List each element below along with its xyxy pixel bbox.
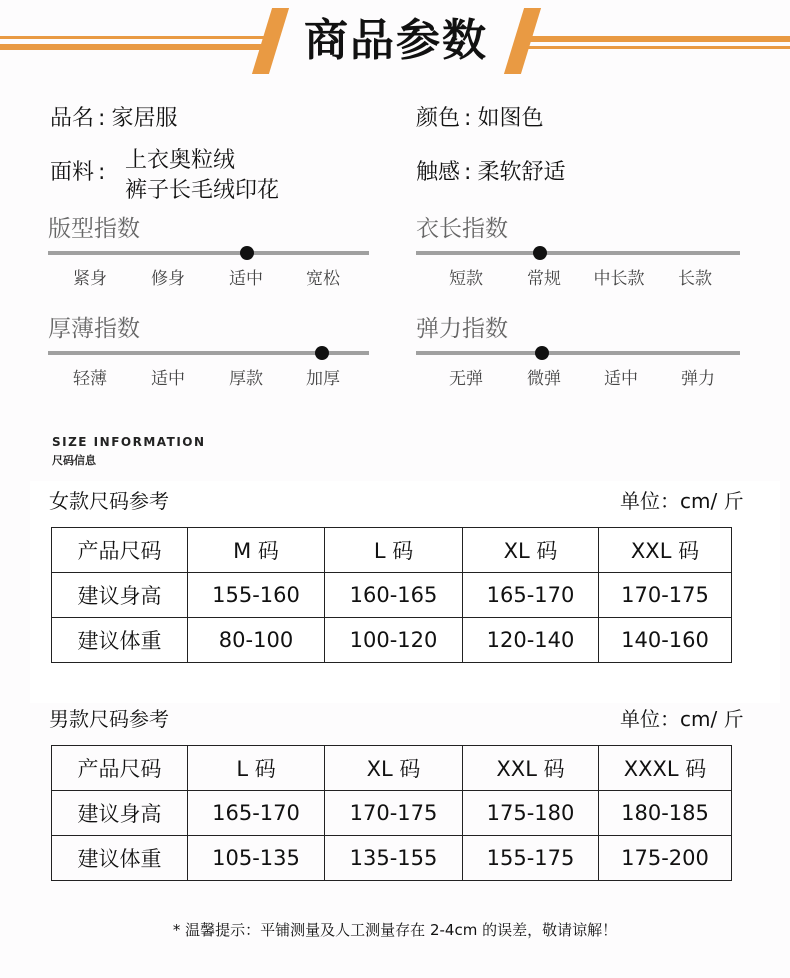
thickness-index-marker — [315, 346, 329, 360]
size-info-title-zh: 尺码信息 — [52, 454, 96, 467]
table-cell: 140-160 — [599, 618, 732, 663]
table-cell: 建议身高 — [52, 573, 188, 618]
thickness-option: 厚款 — [229, 369, 263, 389]
thickness-option: 轻薄 — [73, 369, 107, 389]
header-line-right-top — [527, 36, 790, 42]
elasticity-index-track — [416, 351, 740, 355]
fit-option: 修身 — [151, 269, 185, 289]
table-cell: XL 码 — [325, 746, 463, 791]
men-table-unit: 单位：cm/ 斤 — [620, 707, 744, 731]
elasticity-option: 弹力 — [681, 369, 715, 389]
elasticity-option: 适中 — [604, 369, 638, 389]
women-size-table — [51, 527, 732, 663]
header-line-right-bottom — [527, 46, 790, 49]
elasticity-index-title: 弹力指数 — [416, 316, 508, 342]
info-feel — [416, 158, 565, 188]
table-header-row — [52, 528, 732, 573]
length-index-title: 衣长指数 — [416, 216, 508, 242]
table-row — [52, 618, 732, 663]
table-cell: 180-185 — [599, 791, 732, 836]
length-index-track — [416, 251, 740, 255]
colon: : — [98, 106, 106, 131]
table-cell: XXL 码 — [463, 746, 599, 791]
info-feel-label: 触感 — [416, 160, 461, 185]
info-name-value: 家居服 — [111, 106, 178, 131]
table-cell: 170-175 — [599, 573, 732, 618]
fit-index-title: 版型指数 — [48, 216, 140, 242]
table-cell: 160-165 — [325, 573, 463, 618]
table-cell: 175-180 — [463, 791, 599, 836]
info-fabric-label: 面料 — [50, 160, 95, 185]
men-size-table — [51, 745, 732, 881]
colon: : — [464, 106, 472, 131]
table-header-row — [52, 746, 732, 791]
table-cell: 100-120 — [325, 618, 463, 663]
length-option: 短款 — [449, 269, 483, 289]
fit-option: 宽松 — [306, 269, 340, 289]
elasticity-index-marker — [535, 346, 549, 360]
elasticity-option: 微弹 — [527, 369, 561, 389]
table-cell: XXXL 码 — [599, 746, 732, 791]
header-line-left-bottom — [0, 44, 265, 50]
info-color-value: 如图色 — [477, 106, 544, 131]
length-option: 长款 — [678, 269, 712, 289]
length-option: 中长款 — [593, 269, 645, 289]
info-name — [50, 104, 177, 134]
table-cell: 80-100 — [188, 618, 325, 663]
length-index-marker — [533, 246, 547, 260]
elasticity-option: 无弹 — [449, 369, 483, 389]
table-cell: 120-140 — [463, 618, 599, 663]
table-row — [52, 573, 732, 618]
table-cell: L 码 — [188, 746, 325, 791]
women-table-unit: 单位：cm/ 斤 — [620, 489, 744, 513]
info-fabric-value-2: 裤子长毛绒印花 — [125, 178, 280, 203]
fit-option: 紧身 — [73, 269, 107, 289]
table-cell: 165-170 — [188, 791, 325, 836]
table-cell: L 码 — [325, 528, 463, 573]
women-table-title: 女款尺码参考 — [49, 489, 169, 513]
table-cell: 建议身高 — [52, 791, 188, 836]
table-cell: 建议体重 — [52, 618, 188, 663]
table-row — [52, 836, 732, 881]
info-color — [416, 104, 543, 134]
header-line-left-top — [0, 36, 265, 39]
size-info-title-en: SIZE INFORMATION — [52, 435, 206, 449]
table-cell: 105-135 — [188, 836, 325, 881]
colon: : — [464, 160, 472, 185]
info-fabric-values — [125, 146, 279, 206]
table-cell: 155-160 — [188, 573, 325, 618]
table-cell: 170-175 — [325, 791, 463, 836]
women-size-panel — [30, 481, 780, 703]
table-cell: 产品尺码 — [52, 528, 188, 573]
table-cell: 135-155 — [325, 836, 463, 881]
header-slash-left — [252, 8, 289, 74]
table-cell: XL 码 — [463, 528, 599, 573]
table-row — [52, 791, 732, 836]
table-cell: 165-170 — [463, 573, 599, 618]
thickness-option: 适中 — [151, 369, 185, 389]
table-cell: XXL 码 — [599, 528, 732, 573]
info-fabric-value-1: 上衣奥粒绒 — [125, 148, 236, 173]
table-cell: 建议体重 — [52, 836, 188, 881]
length-option: 常规 — [527, 269, 561, 289]
info-name-label: 品名 — [50, 106, 95, 131]
page-title: 商品参数 — [304, 15, 488, 66]
table-cell: 155-175 — [463, 836, 599, 881]
thickness-option: 加厚 — [306, 369, 340, 389]
men-table-title: 男款尺码参考 — [49, 707, 169, 731]
info-color-label: 颜色 — [416, 106, 461, 131]
fit-index-marker — [240, 246, 254, 260]
table-cell: M 码 — [188, 528, 325, 573]
info-feel-value: 柔软舒适 — [477, 160, 566, 185]
colon: : — [98, 160, 106, 185]
table-cell: 175-200 — [599, 836, 732, 881]
info-fabric-label-wrap — [50, 158, 111, 188]
footnote: * 温馨提示：平铺测量及人工测量存在 2-4cm 的误差，敬请谅解！ — [172, 921, 618, 939]
fit-option: 适中 — [229, 269, 263, 289]
table-cell: 产品尺码 — [52, 746, 188, 791]
fit-index-track — [48, 251, 369, 255]
thickness-index-title: 厚薄指数 — [48, 316, 140, 342]
